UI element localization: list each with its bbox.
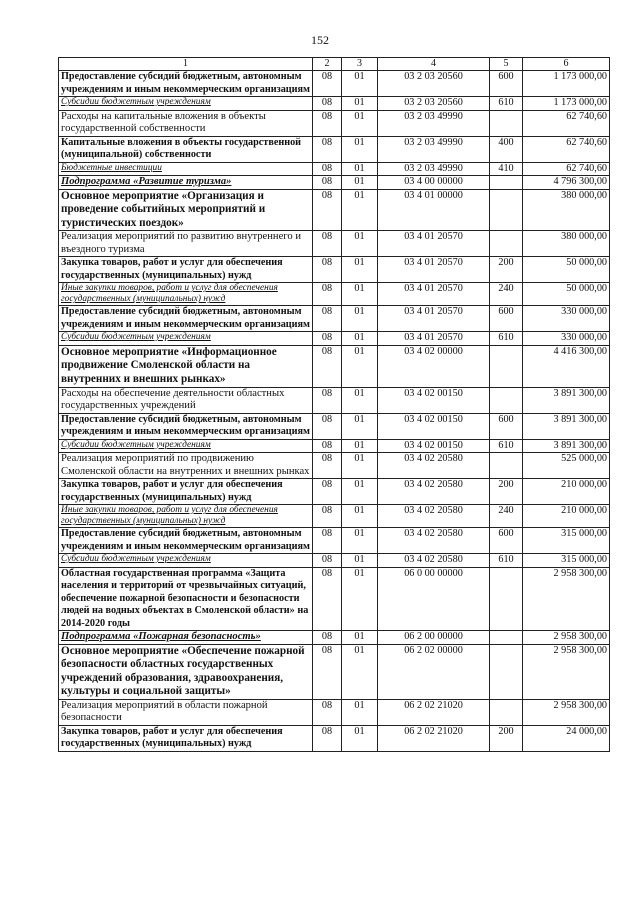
row-sum-cell: 210 000,00 (523, 479, 610, 505)
row-code-5-cell (490, 631, 523, 645)
row-sum-cell: 2 958 300,00 (523, 567, 610, 631)
row-name-cell: Закупка товаров, работ и услуг для обеспечения государственных (муниципальных) нужд (59, 479, 313, 505)
row-sum-cell: 330 000,00 (523, 306, 610, 332)
row-code-4-cell: 03 4 02 20580 (378, 479, 490, 505)
row-code-4-cell: 03 4 01 20570 (378, 306, 490, 332)
header-col-2: 2 (313, 58, 342, 71)
row-code-5-cell (490, 567, 523, 631)
row-sum-cell: 210 000,00 (523, 505, 610, 528)
row-sum-cell: 2 958 300,00 (523, 699, 610, 725)
table-row (59, 332, 610, 346)
row-sum-cell: 3 891 300,00 (523, 387, 610, 413)
row-code-2-cell: 08 (313, 644, 342, 699)
table-row (59, 644, 610, 699)
row-name-cell: Субсидии бюджетным учреждениям (59, 554, 313, 568)
row-name-cell: Субсидии бюджетным учреждениям (59, 97, 313, 111)
row-code-4-cell: 06 2 02 21020 (378, 699, 490, 725)
row-code-5-cell: 200 (490, 257, 523, 283)
row-name-cell: Предоставление субсидий бюджетным, автономным учреждениям и иным некоммерческим организациям (59, 528, 313, 554)
row-code-5-cell (490, 387, 523, 413)
row-code-2-cell: 08 (313, 97, 342, 111)
row-sum-cell: 62 740,60 (523, 110, 610, 136)
table-row (59, 554, 610, 568)
row-code-2-cell: 08 (313, 71, 342, 97)
row-code-4-cell: 03 4 00 00000 (378, 176, 490, 190)
row-sum-cell: 4 416 300,00 (523, 345, 610, 387)
row-code-4-cell: 03 4 01 20570 (378, 257, 490, 283)
table-row (59, 453, 610, 479)
row-code-4-cell: 03 4 02 20580 (378, 453, 490, 479)
row-code-4-cell: 03 2 03 20560 (378, 71, 490, 97)
row-code-2-cell: 08 (313, 257, 342, 283)
header-col-5: 5 (490, 58, 523, 71)
row-code-3-cell: 01 (342, 439, 378, 453)
row-code-3-cell: 01 (342, 725, 378, 751)
row-name-cell: Предоставление субсидий бюджетным, автономным учреждениям и иным некоммерческим организациям (59, 413, 313, 439)
row-code-2-cell: 08 (313, 567, 342, 631)
row-code-4-cell: 03 4 02 00150 (378, 439, 490, 453)
row-sum-cell: 50 000,00 (523, 283, 610, 306)
row-code-4-cell: 03 4 02 20580 (378, 528, 490, 554)
row-code-4-cell: 03 4 02 00150 (378, 387, 490, 413)
row-code-4-cell: 03 2 03 49990 (378, 110, 490, 136)
row-name-cell: Расходы на обеспечение деятельности областных государственных учреждений (59, 387, 313, 413)
row-name-cell: Расходы на капитальные вложения в объекты государственной собственности (59, 110, 313, 136)
row-code-4-cell: 03 4 02 00150 (378, 413, 490, 439)
row-code-5-cell (490, 176, 523, 190)
row-code-4-cell: 03 2 03 49990 (378, 136, 490, 162)
row-sum-cell: 380 000,00 (523, 231, 610, 257)
row-code-2-cell: 08 (313, 413, 342, 439)
row-name-cell: Субсидии бюджетным учреждениям (59, 332, 313, 346)
row-code-5-cell: 600 (490, 306, 523, 332)
row-code-3-cell: 01 (342, 699, 378, 725)
row-code-5-cell (490, 345, 523, 387)
table-row (59, 97, 610, 111)
row-code-5-cell: 610 (490, 332, 523, 346)
row-code-2-cell: 08 (313, 176, 342, 190)
row-code-2-cell: 08 (313, 387, 342, 413)
row-code-4-cell: 03 4 01 00000 (378, 189, 490, 231)
row-code-4-cell: 06 2 02 00000 (378, 644, 490, 699)
row-code-2-cell: 08 (313, 332, 342, 346)
row-code-2-cell: 08 (313, 528, 342, 554)
row-code-5-cell: 240 (490, 505, 523, 528)
row-sum-cell: 315 000,00 (523, 554, 610, 568)
table-row (59, 528, 610, 554)
row-code-2-cell: 08 (313, 231, 342, 257)
row-code-5-cell (490, 231, 523, 257)
row-sum-cell: 315 000,00 (523, 528, 610, 554)
table-header-row (59, 58, 610, 71)
row-name-cell: Иные закупки товаров, работ и услуг для обеспечения государственных (муниципальных) нужд (59, 505, 313, 528)
row-sum-cell: 525 000,00 (523, 453, 610, 479)
row-code-4-cell: 03 4 01 20570 (378, 231, 490, 257)
row-code-5-cell (490, 110, 523, 136)
row-code-5-cell: 200 (490, 725, 523, 751)
table-row (59, 439, 610, 453)
row-name-cell: Подпрограмма «Развитие туризма» (59, 176, 313, 190)
row-name-cell: Закупка товаров, работ и услуг для обеспечения государственных (муниципальных) нужд (59, 257, 313, 283)
table-row (59, 699, 610, 725)
row-code-2-cell: 08 (313, 631, 342, 645)
row-code-3-cell: 01 (342, 110, 378, 136)
table-row (59, 725, 610, 751)
row-sum-cell: 330 000,00 (523, 332, 610, 346)
row-code-3-cell: 01 (342, 644, 378, 699)
row-code-4-cell: 03 4 02 20580 (378, 554, 490, 568)
row-name-cell: Закупка товаров, работ и услуг для обеспечения государственных (муниципальных) нужд (59, 725, 313, 751)
row-name-cell: Подпрограмма «Пожарная безопасность» (59, 631, 313, 645)
row-code-3-cell: 01 (342, 479, 378, 505)
row-name-cell: Основное мероприятие «Обеспечение пожарной безопасности областных государственных учреждений образования, здравоохранения, культуры и социальной защиты» (59, 644, 313, 699)
table-row (59, 231, 610, 257)
row-code-4-cell: 06 0 00 00000 (378, 567, 490, 631)
row-code-4-cell: 03 4 02 20580 (378, 505, 490, 528)
row-code-3-cell: 01 (342, 162, 378, 176)
row-code-4-cell: 03 4 02 00000 (378, 345, 490, 387)
row-code-2-cell: 08 (313, 505, 342, 528)
row-code-2-cell: 08 (313, 110, 342, 136)
row-code-2-cell: 08 (313, 136, 342, 162)
header-col-1: 1 (59, 58, 313, 71)
row-code-5-cell: 600 (490, 528, 523, 554)
row-name-cell: Реализация мероприятий в области пожарной безопасности (59, 699, 313, 725)
row-sum-cell: 3 891 300,00 (523, 439, 610, 453)
row-code-3-cell: 01 (342, 554, 378, 568)
row-code-5-cell: 610 (490, 97, 523, 111)
row-code-5-cell: 600 (490, 71, 523, 97)
row-code-2-cell: 08 (313, 453, 342, 479)
row-code-2-cell: 08 (313, 554, 342, 568)
row-code-2-cell: 08 (313, 306, 342, 332)
table-row (59, 257, 610, 283)
row-sum-cell: 3 891 300,00 (523, 413, 610, 439)
table-row (59, 110, 610, 136)
page-number: 152 (311, 33, 329, 47)
row-code-5-cell (490, 189, 523, 231)
row-code-5-cell (490, 699, 523, 725)
row-code-5-cell (490, 644, 523, 699)
row-name-cell: Реализация мероприятий по продвижению Смоленской области на внутренних и внешних рынках (59, 453, 313, 479)
row-name-cell: Бюджетные инвестиции (59, 162, 313, 176)
table-row (59, 189, 610, 231)
table-row (59, 387, 610, 413)
row-code-3-cell: 01 (342, 505, 378, 528)
row-code-3-cell: 01 (342, 345, 378, 387)
header-col-4: 4 (378, 58, 490, 71)
row-sum-cell: 4 796 300,00 (523, 176, 610, 190)
row-code-3-cell: 01 (342, 257, 378, 283)
row-sum-cell: 380 000,00 (523, 189, 610, 231)
row-code-3-cell: 01 (342, 306, 378, 332)
row-code-3-cell: 01 (342, 567, 378, 631)
row-sum-cell: 24 000,00 (523, 725, 610, 751)
row-code-3-cell: 01 (342, 283, 378, 306)
row-name-cell: Основное мероприятие «Информационное продвижение Смоленской области на внутренних и внешних рынках» (59, 345, 313, 387)
table-row (59, 345, 610, 387)
table-row (59, 306, 610, 332)
row-name-cell: Основное мероприятие «Организация и проведение событийных мероприятий и туристических поездок» (59, 189, 313, 231)
table-row (59, 176, 610, 190)
table-row (59, 413, 610, 439)
row-code-3-cell: 01 (342, 231, 378, 257)
row-code-2-cell: 08 (313, 725, 342, 751)
row-code-3-cell: 01 (342, 413, 378, 439)
row-name-cell: Областная государственная программа «Защита населения и территорий от чрезвычайных ситуаций, обеспечение пожарной безопасности и безопасности людей на водных объектах в Смоленской области» на 2014-2020 годы (59, 567, 313, 631)
row-name-cell: Иные закупки товаров, работ и услуг для обеспечения государственных (муниципальных) нужд (59, 283, 313, 306)
row-code-3-cell: 01 (342, 136, 378, 162)
row-sum-cell: 62 740,60 (523, 136, 610, 162)
table-row (59, 479, 610, 505)
row-sum-cell: 62 740,60 (523, 162, 610, 176)
row-code-2-cell: 08 (313, 345, 342, 387)
row-code-4-cell: 03 2 03 20560 (378, 97, 490, 111)
table-row (59, 283, 610, 306)
row-code-5-cell: 200 (490, 479, 523, 505)
row-code-5-cell (490, 453, 523, 479)
row-code-5-cell: 240 (490, 283, 523, 306)
row-code-3-cell: 01 (342, 453, 378, 479)
row-code-4-cell: 06 2 02 21020 (378, 725, 490, 751)
row-code-2-cell: 08 (313, 699, 342, 725)
row-code-4-cell: 03 4 01 20570 (378, 332, 490, 346)
table-row (59, 136, 610, 162)
row-code-2-cell: 08 (313, 162, 342, 176)
row-code-5-cell: 610 (490, 439, 523, 453)
row-code-3-cell: 01 (342, 528, 378, 554)
table-row (59, 71, 610, 97)
row-sum-cell: 2 958 300,00 (523, 644, 610, 699)
row-code-4-cell: 03 4 01 20570 (378, 283, 490, 306)
row-code-5-cell: 600 (490, 413, 523, 439)
row-code-2-cell: 08 (313, 479, 342, 505)
row-code-3-cell: 01 (342, 631, 378, 645)
row-name-cell: Предоставление субсидий бюджетным, автономным учреждениям и иным некоммерческим организациям (59, 306, 313, 332)
header-col-3: 3 (342, 58, 378, 71)
row-sum-cell: 50 000,00 (523, 257, 610, 283)
header-col-6: 6 (523, 58, 610, 71)
row-code-2-cell: 08 (313, 189, 342, 231)
row-sum-cell: 1 173 000,00 (523, 97, 610, 111)
row-name-cell: Реализация мероприятий по развитию внутреннего и въездного туризма (59, 231, 313, 257)
row-code-3-cell: 01 (342, 97, 378, 111)
row-code-3-cell: 01 (342, 189, 378, 231)
row-sum-cell: 2 958 300,00 (523, 631, 610, 645)
row-code-5-cell: 400 (490, 136, 523, 162)
budget-table (58, 57, 610, 752)
row-name-cell: Капитальные вложения в объекты государственной (муниципальной) собственности (59, 136, 313, 162)
table-body (59, 71, 610, 752)
row-code-5-cell: 610 (490, 554, 523, 568)
row-code-3-cell: 01 (342, 71, 378, 97)
row-name-cell: Предоставление субсидий бюджетным, автономным учреждениям и иным некоммерческим организациям (59, 71, 313, 97)
row-code-4-cell: 03 2 03 49990 (378, 162, 490, 176)
row-sum-cell: 1 173 000,00 (523, 71, 610, 97)
row-code-3-cell: 01 (342, 332, 378, 346)
table-row (59, 505, 610, 528)
table-row (59, 567, 610, 631)
row-code-5-cell: 410 (490, 162, 523, 176)
table-row (59, 631, 610, 645)
row-name-cell: Субсидии бюджетным учреждениям (59, 439, 313, 453)
row-code-3-cell: 01 (342, 387, 378, 413)
row-code-4-cell: 06 2 00 00000 (378, 631, 490, 645)
row-code-3-cell: 01 (342, 176, 378, 190)
row-code-2-cell: 08 (313, 283, 342, 306)
table-row (59, 162, 610, 176)
row-code-2-cell: 08 (313, 439, 342, 453)
